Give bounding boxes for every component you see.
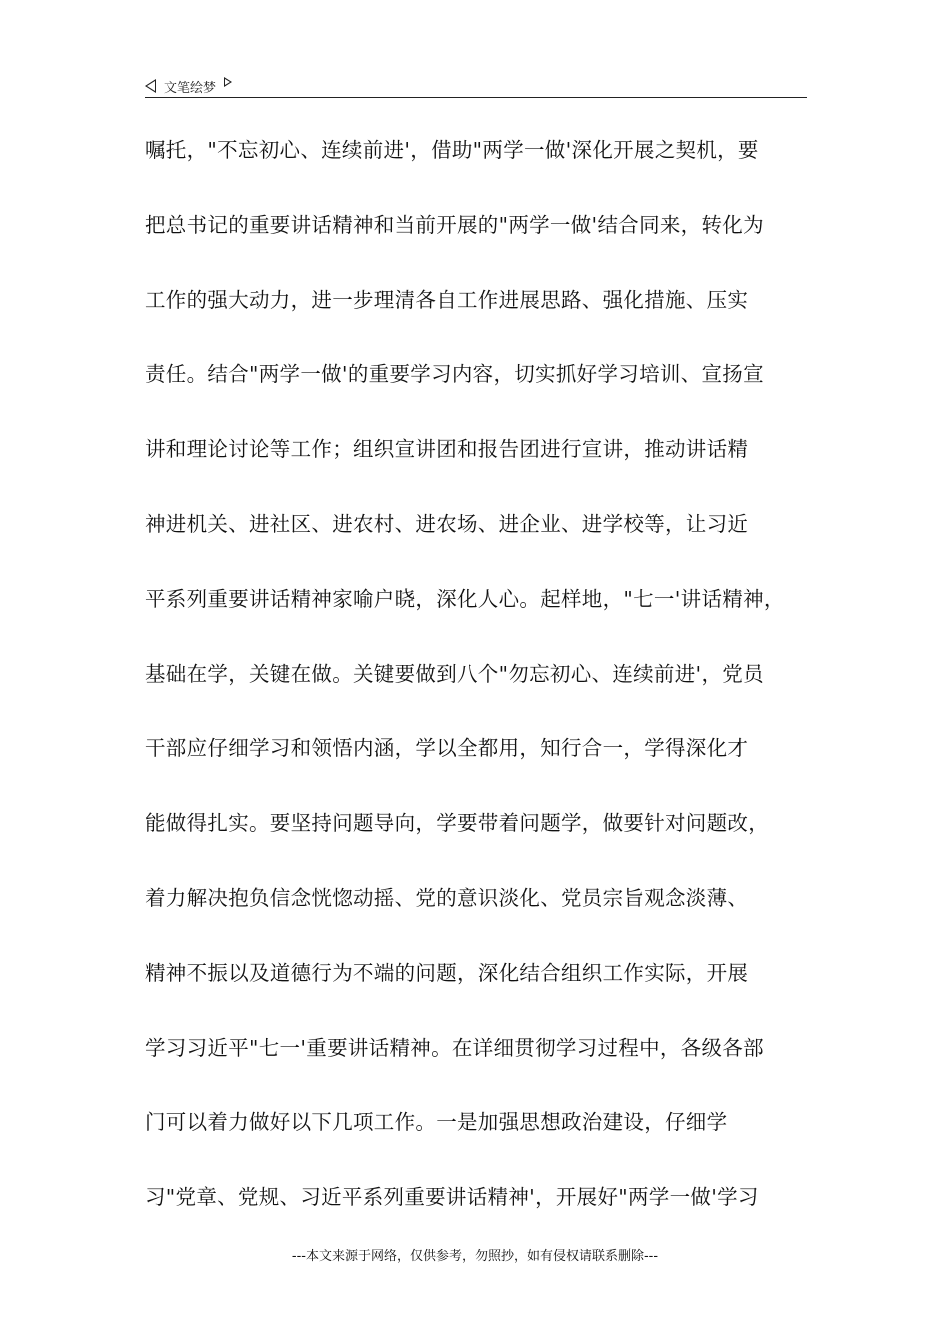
body-line: 讲和理论讨论等工作；组织宣讲团和报告团进行宣讲，推动讲话精 <box>145 437 749 462</box>
body-line: 把总书记的重要讲话精神和当前开展的"两学一做'结合同来，转化为 <box>145 212 764 237</box>
body-line: 能做得扎实。要坚持问题导向，学要带着问题学，做要针对问题改， <box>145 811 769 836</box>
body-line: 平系列重要讲话精神家喻户晓，深化人心。起样地，"七一'讲话精神， <box>145 586 785 611</box>
footer-disclaimer: ---本文来源于网络，仅供参考，勿照抄，如有侵权请联系删除--- <box>291 1249 659 1264</box>
triangle-left-icon <box>145 79 156 93</box>
triangle-right-icon <box>224 77 232 87</box>
body-line: 着力解决抱负信念恍惚动摇、党的意识淡化、党员宗旨观念淡薄、 <box>145 885 749 910</box>
body-line: 干部应仔细学习和领悟内涵，学以全都用，知行合一，学得深化才 <box>145 736 749 761</box>
document-header <box>145 74 807 98</box>
header-title: 文笔绘梦 <box>164 80 217 96</box>
body-line: 工作的强大动力，进一步理清各自工作进展思路、强化措施、压实 <box>145 287 749 312</box>
body-line: 学习习近平"七一'重要讲话精神。在详细贯彻学习过程中，各级各部 <box>145 1035 764 1060</box>
document-body <box>145 130 807 1252</box>
body-line: 责任。结合"两学一做'的重要学习内容，切实抓好学习培训、宣扬宣 <box>145 362 764 387</box>
body-line: 门可以着力做好以下几项工作。一是加强思想政治建设，仔细学 <box>145 1110 728 1135</box>
body-line: 神进机关、进社区、进农村、进农场、进企业、进学校等，让习近 <box>145 511 749 536</box>
header-divider <box>145 97 807 98</box>
body-line: 习"党章、党规、习近平系列重要讲话精神'，开展好"两学一做'学习 <box>145 1185 759 1210</box>
body-line: 精神不振以及道德行为不端的问题，深化结合组织工作实际，开展 <box>145 960 749 985</box>
body-line: 嘱托，"不忘初心、连续前进'，借助"两学一做'深化开展之契机，要 <box>145 138 759 162</box>
body-line: 基础在学，关键在做。关键要做到八个"勿忘初心、连续前进'，党员 <box>145 661 764 686</box>
